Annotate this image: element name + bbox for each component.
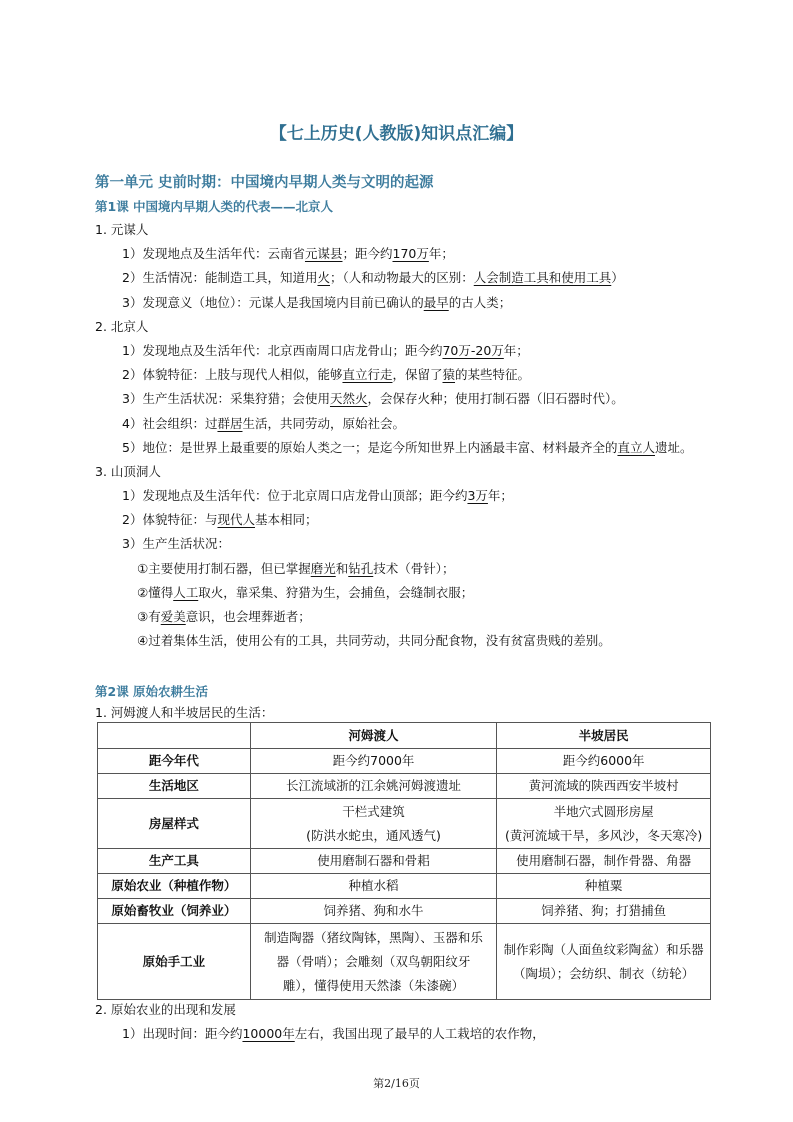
section-heading [95,218,735,242]
cell-line: 雕），懂得使用天然漆（朱漆碗） [282,977,465,993]
cell-line: 半地穴式圆形房屋 [553,803,654,819]
text-segment: 3）生产生活状况： [122,536,230,552]
text-segment: 3. 山顶洞人 [95,463,161,479]
cell-line: 饲养猪、狗；打猎捕鱼 [541,903,667,918]
text-segment: ；距今约 [342,246,393,262]
underlined-keyword: 元谋县 [304,246,343,262]
list-item [95,363,735,387]
cell-line: 制作彩陶（人面鱼纹彩陶盆）和乐器 [503,941,704,957]
underlined-keyword: 人工 [173,584,199,600]
text-segment: 1）发现地点及生活年代：云南省 [122,246,305,262]
text-segment: 年； [487,488,513,504]
text-segment: 的古人类； [448,294,512,310]
row-label: 原始手工业 [98,924,251,1000]
cell-line: (黄河流域干旱，多风沙，冬天寒冷) [505,827,703,843]
cell-line: 使用磨制石器，制作骨器、角器 [516,853,692,868]
underlined-keyword: 10000年 [242,1026,295,1042]
table-row [98,849,711,874]
table-row [98,874,711,899]
underlined-keyword: 70万-20万 [442,342,504,358]
hemudu-cell [250,749,497,774]
list-item [95,532,735,556]
underlined-keyword: 群居 [217,415,243,431]
table-row [98,799,711,849]
text-segment: 2. 北京人 [95,318,149,334]
underlined-keyword: 钻孔 [348,560,374,576]
cell-line: 器（骨哨）；会雕刻（双鸟朝阳纹牙 [276,953,471,969]
list-item [95,484,735,508]
list-item [95,557,735,581]
text-segment: 年； [428,246,454,262]
section-heading [95,460,735,484]
lesson-1-content [95,218,735,653]
cell-line: 长江流域浙的江余姚河姆渡遗址 [286,778,462,793]
text-segment: ②懂得 [137,584,174,600]
underlined-keyword: 火 [317,270,330,286]
text-segment: 2）生活情况：能制造工具，知道用 [122,270,318,286]
cell-line: 干栏式建筑 [342,803,405,819]
hemudu-cell [250,874,497,899]
list-item [95,266,735,290]
banpo-cell [497,799,711,849]
text-segment: 1）发现地点及生活年代：位于北京周口店龙骨山顶部；距今约 [122,488,468,504]
list-item [95,629,735,653]
comparison-table [97,722,711,1000]
text-segment: 2）体貌特征：上肢与现代人相似，能够 [122,367,343,383]
banpo-cell [497,849,711,874]
list-item [95,508,735,532]
banpo-cell [497,749,711,774]
underlined-keyword: 现代人 [217,512,255,528]
text-segment: ，保留了 [392,367,443,383]
hemudu-cell [250,799,497,849]
underlined-keyword: 磨光 [310,560,336,576]
row-label: 生活地区 [98,774,251,799]
cell-line: 制造陶器（猪纹陶钵，黑陶）、玉器和乐 [264,929,483,945]
cell-line: 黄河流域的陕西西安半坡村 [528,778,679,793]
hemudu-cell [250,899,497,924]
underlined-keyword: 直立人 [617,439,655,455]
text-segment: 5）地位：是世界上最重要的原始人类之一；是迄今所知世界上内涵最丰富、材料最齐全的 [122,439,618,455]
text-segment: 和 [335,560,349,576]
table-row [98,924,711,1000]
text-segment: 意识，也会埋葬逝者； [185,609,311,624]
section-heading [95,998,735,1022]
hemudu-cell [250,849,497,874]
text-segment: 技术（骨针）； [373,560,455,576]
column-header [98,723,251,749]
table-row [98,749,711,774]
table-row [98,899,711,924]
text-segment: 2. 原始农业的出现和发展 [95,1002,236,1017]
banpo-cell [497,874,711,899]
list-item [95,581,735,605]
banpo-cell [497,924,711,1000]
hemudu-cell [250,924,497,1000]
text-segment: 1）出现时间：距今约 [122,1026,243,1042]
text-segment: 遗址。 [654,439,693,455]
banpo-cell [497,899,711,924]
row-label: 原始畜牧业（饲养业） [98,899,251,924]
text-segment: ） [611,270,624,286]
text-segment: 3）发现意义（地位）：元谋人是我国境内目前已确认的 [122,294,424,310]
text-segment: 2）体貌特征：与 [122,512,218,528]
text-segment: 1）发现地点及生活年代：北京西南周口店龙骨山；距今约 [122,342,443,358]
lesson-2-heading: 第2课 原始农耕生活 [95,684,209,699]
underlined-keyword: 3万 [467,488,488,504]
list-item [95,339,735,363]
row-label: 生产工具 [98,849,251,874]
underlined-keyword: 170万 [392,246,429,262]
underlined-keyword: 爱美 [160,609,186,624]
text-segment: 4）社会组织：过 [122,415,218,431]
cell-line: 距今约7000年 [332,753,415,768]
text-segment: 基本相同； [254,512,318,528]
unit-heading: 第一单元 史前时期：中国境内早期人类与文明的起源 [95,175,434,191]
text-segment: ④过着集体生活，使用公有的工具，共同劳动，共同分配食物，没有贫富贵贱的差别。 [137,633,611,649]
banpo-cell [497,774,711,799]
cell-line: 饲养猪、狗和水牛 [323,903,424,918]
underlined-keyword: 天然火 [329,391,368,407]
list-item [95,605,735,629]
lesson-2-content [95,998,735,1046]
text-segment: 年； [503,342,529,358]
column-header: 河姆渡人 [250,723,497,749]
list-item [95,412,735,436]
text-segment: 1. 元谋人 [95,222,149,237]
list-item [95,291,735,315]
cell-line: （陶埙）；会纺织、制衣（纺轮） [513,965,695,981]
text-segment: ；（人和动物最大的区别： [329,270,474,286]
table-row [98,774,711,799]
underlined-keyword: 猿 [442,367,456,383]
underlined-keyword: 最早 [423,294,449,310]
cell-line: 使用磨制石器和骨耜 [317,853,430,868]
list-item [95,1022,735,1046]
table-caption: 1. 河姆渡人和半坡居民的生活： [95,705,274,720]
text-segment: ，会保存火种；使用打制石器（旧石器时代）。 [367,391,624,407]
row-label: 原始农业（种植作物） [98,874,251,899]
underlined-keyword: 人会制造工具和使用工具 [473,270,612,286]
hemudu-cell [250,774,497,799]
list-item [95,242,735,266]
text-segment: ③有 [137,609,161,624]
cell-line: 种植水稻 [348,878,399,893]
lesson-1-heading: 第1课 中国境内早期人类的代表——北京人 [95,199,334,214]
underlined-keyword: 直立行走 [342,367,393,383]
text-segment: 3）生产生活状况：采集狩猎；会使用 [122,391,330,407]
section-heading [95,315,735,339]
row-label: 房屋样式 [98,799,251,849]
text-segment: ①主要使用打制石器，但已掌握 [137,560,311,576]
column-header: 半坡居民 [497,723,711,749]
text-segment: 取火，靠采集、狩猎为生，会捕鱼，会缝制衣服； [198,584,474,600]
list-item [95,387,735,411]
cell-line: 距今约6000年 [562,753,645,768]
cell-line: 种植粟 [584,878,623,893]
text-segment: 生活，共同劳动，原始社会。 [242,415,405,431]
table-header-row [98,723,711,749]
page-number: 第2/16页 [373,1077,420,1090]
cell-line: (防洪水蛇虫，通风透气) [306,827,441,843]
text-segment: 的某些特征。 [455,367,531,383]
text-segment: 左右，我国出现了最早的人工栽培的农作物， [294,1026,545,1042]
row-label: 距今年代 [98,749,251,774]
document-title: 【七上历史(人教版)知识点汇编】 [269,124,524,144]
list-item [95,436,735,460]
